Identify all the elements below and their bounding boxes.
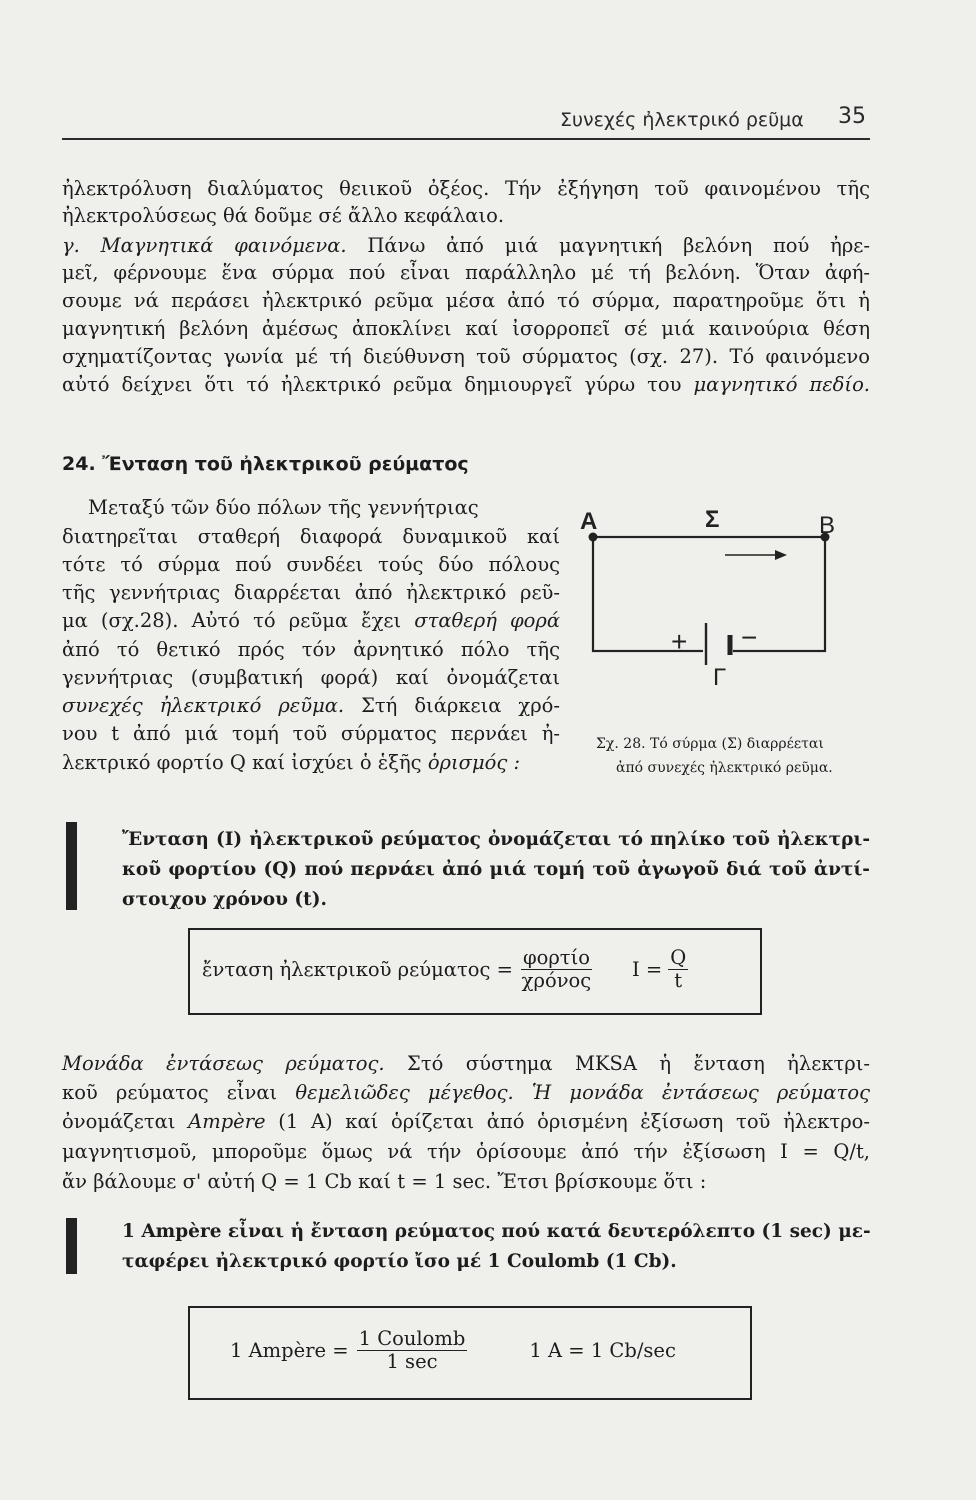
formula-1: [202, 947, 688, 992]
formula-1-lhs2: I =: [631, 958, 663, 981]
magnetic-label: γ. Μαγνητικά φαινόμενα.: [62, 234, 347, 257]
magnetic-line-2: μεῖ, φέρνουμε ἕνα σύρμα πού εἶναι παράλληλο μέ τή βελόνη. Ὅταν ἀφή-: [62, 261, 870, 284]
intro-line-2: ἠλεκτρολύσεως θά δοῦμε σέ ἄλλο κεφάλαιο.: [62, 204, 505, 227]
unit-line-2: [62, 1079, 870, 1106]
current-arrow-head: [775, 550, 787, 560]
ampere-term: Ampère: [188, 1110, 266, 1133]
magnetic-line-1: [62, 232, 870, 259]
label-gamma: Γ: [713, 664, 727, 691]
formula-1-denominator: χρόνος: [521, 969, 592, 992]
constant-direction-term: σταθερή φορά: [414, 609, 561, 632]
formula-1-fraction: [521, 947, 592, 992]
formula-1-numerator: φορτίο: [522, 946, 590, 969]
circuit-wire: [593, 537, 825, 651]
formula-box-2: [188, 1306, 752, 1400]
header-rule: [62, 138, 870, 140]
section-line-7: γεννήτριας (συμβατική φορά) καί ὀνομάζεται: [62, 666, 560, 689]
formula-2-lhs: 1 Ampère =: [230, 1339, 349, 1362]
unit-text-3a: ὀνομάζεται: [62, 1110, 176, 1133]
unit-text-2c: Ἡ μονάδα ἐντάσεως ρεύματος: [531, 1081, 871, 1104]
section-heading: [62, 453, 469, 475]
running-header: Συνεχές ἠλεκτρικό ρεῦμα: [560, 109, 804, 131]
unit-line-1: [62, 1050, 870, 1077]
section-line-8: [62, 692, 560, 719]
magnetic-line-5: σχηματίζοντας γωνία μέ τή διεύθυνση τοῦ σύρματος (σχ. 27). Τό φαινόμενο: [62, 345, 870, 368]
definition2-marker-bar: [66, 1218, 77, 1274]
definition2-line-1: 1 Ampère εἶναι ἡ ἔνταση ρεύματος πού κατά δευτερόλεπτο (1 sec) με-: [122, 1221, 871, 1242]
section-line-10: [62, 749, 560, 776]
dc-current-term: συνεχές ἠλεκτρικό ρεῦμα.: [62, 694, 345, 717]
formula-2-denominator: 1 sec: [386, 1350, 438, 1373]
label-a: Α: [580, 508, 598, 535]
section-line-5: [62, 607, 560, 634]
definition1-line-2: κοῦ φορτίου (Q) πού περνάει ἀπό μιά τομή τοῦ ἀγωγοῦ διά τοῦ ἀντί-: [122, 859, 870, 880]
magnetic-field-term: μαγνητικό πεδίο.: [693, 373, 871, 396]
formula-2-numerator: 1 Coulomb: [358, 1327, 466, 1350]
unit-text-1: Στό σύστημα MKSA ἡ ἔνταση ἠλεκτρι-: [407, 1052, 870, 1075]
section-line-3: τότε τό σύρμα πού συνδέει τούς δύο πόλους: [62, 553, 560, 576]
magnetic-last-text: αὐτό δείχνει ὅτι τό ἠλεκτρικό ρεῦμα δημιουργεῖ γύρω του: [62, 373, 682, 396]
section-title: Ἔνταση τοῦ ἠλεκτρικοῦ ρεύματος: [102, 453, 469, 475]
magnetic-line-3: σουμε νά περάσει ἠλεκτρικό ρεῦμα μέσα ἀπό τό σύρμα, παρατηροῦμε ὅτι ἡ: [62, 289, 870, 312]
magnetic-line-4: μαγνητική βελόνη ἀμέσως ἀποκλίνει καί ἰσορροπεῖ σέ μιά καινούρια θέση: [62, 317, 870, 340]
definition1-line-3: στοιχου χρόνου (t).: [122, 889, 327, 910]
section-line-10-a: λεκτρικό φορτίο Q καί ἰσχύει ὁ ἑξῆς: [62, 751, 422, 774]
formula-2-fraction: [357, 1328, 468, 1373]
definition-term: ὁρισμός :: [427, 751, 521, 774]
formula-2: [230, 1328, 676, 1373]
label-s: Σ: [705, 506, 720, 533]
section-line-1: Μεταξύ τῶν δύο πόλων τῆς γεννήτριας: [88, 496, 479, 519]
section-line-2: διατηρεῖται σταθερή διαφορά δυναμικοῦ καί: [62, 525, 560, 548]
magnetic-text-1: Πάνω ἀπό μιά μαγνητική βελόνη πού ἠρε-: [367, 234, 870, 257]
unit-label: Μονάδα ἐντάσεως ρεύματος.: [62, 1052, 385, 1075]
formula-1-lhs: ἔνταση ἠλεκτρικοῦ ρεύματος =: [202, 958, 513, 981]
formula-1-denominator2: t: [674, 969, 683, 992]
figure-caption-1: Σχ. 28. Τό σύρμα (Σ) διαρρέεται: [596, 736, 824, 752]
plus-sign: +: [671, 626, 688, 657]
section-line-9: νου t ἀπό μιά τομή τοῦ σύρματος περνάει ἠ-: [62, 722, 560, 745]
magnetic-line-6: [62, 371, 870, 398]
figure-caption-2: ἀπό συνεχές ἠλεκτρικό ρεῦμα.: [616, 760, 833, 776]
formula-1-numerator2: Q: [670, 946, 687, 969]
formula-2-rhs: 1 A = 1 Cb/sec: [529, 1339, 676, 1362]
intro-line-1: ἠλεκτρόλυση διαλύματος θειικοῦ ὀξέος. Τήν ἐξήγηση τοῦ φαινομένου τῆς: [62, 177, 870, 200]
circuit-diagram: [575, 495, 855, 695]
formula-1-fraction2: [668, 947, 688, 992]
label-b: Β: [819, 512, 836, 539]
unit-line-3: [62, 1108, 870, 1135]
section-line-8-b: Στή διάρκεια χρό-: [361, 694, 561, 717]
page-number: 35: [838, 104, 866, 129]
definition1-line-1: Ἔνταση (Ι) ἠλεκτρικοῦ ρεύματος ὀνομάζεται τό πηλίκο τοῦ ἠλεκτρι-: [122, 829, 870, 850]
formula-box-1: [188, 928, 762, 1015]
unit-text-3c: (1 A) καί ὁρίζεται ἀπό ὁρισμένη ἐξίσωση τοῦ ἠλεκτρο-: [278, 1110, 870, 1133]
unit-text-2a: κοῦ ρεύματος εἶναι: [62, 1081, 278, 1104]
section-line-4: τῆς γεννήτριας διαρρέεται ἀπό ἠλεκτρικό ρεῦ-: [62, 581, 560, 604]
fundamental-quantity-term: θεμελιῶδες μέγεθος.: [295, 1081, 514, 1104]
definition-marker-bar: [66, 822, 77, 910]
section-line-6: ἀπό τό θετικό πρός τόν ἀρνητικό πόλο τῆς: [62, 638, 560, 661]
definition2-line-2: ταφέρει ἠλεκτρικό φορτίο ἴσο μέ 1 Coulomb (1 Cb).: [122, 1251, 677, 1272]
section-line-5-a: μα (σχ.28). Αὐτό τό ρεῦμα ἔχει: [62, 609, 402, 632]
minus-sign: −: [741, 622, 758, 653]
unit-line-4: μαγνητισμοῦ, μποροῦμε ὅμως νά τήν ὁρίσουμε ἀπό τήν ἐξίσωση I = Q/t,: [62, 1140, 870, 1163]
section-number: 24.: [62, 453, 96, 475]
unit-line-5: ἄν βάλουμε σ' αὐτή Q = 1 Cb καί t = 1 sec. Ἔτσι βρίσκουμε ὅτι :: [62, 1170, 707, 1193]
